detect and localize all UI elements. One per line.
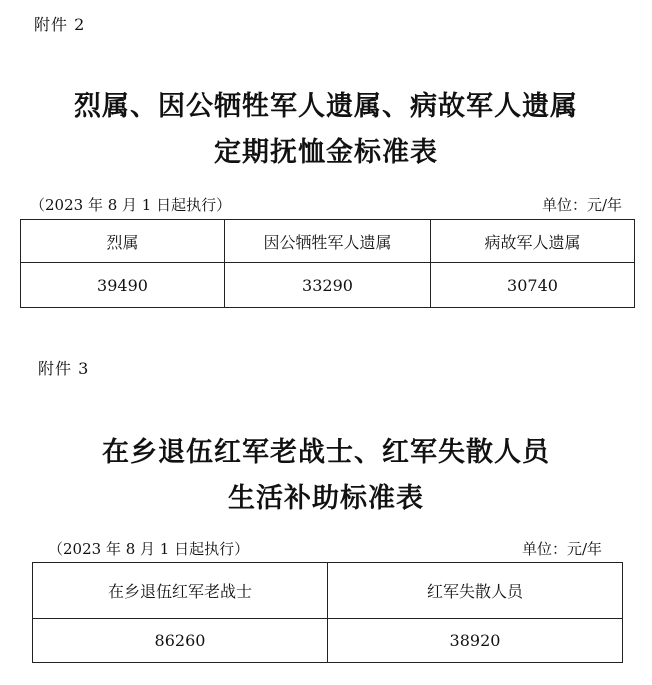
- annex3-table: [32, 562, 623, 663]
- annex2-title-line2: 定期抚恤金标准表: [214, 137, 438, 168]
- annex2-value-duty-death-family: 33290: [225, 263, 431, 308]
- annex2-header-illness-death-family: 病故军人遗属: [431, 220, 635, 263]
- annex2-label: 附件 2: [34, 15, 86, 34]
- annex2-meta-row: [30, 194, 622, 215]
- annex3-label: 附件 3: [38, 359, 90, 378]
- annex3-header-red-army-veteran: 在乡退伍红军老战士: [33, 563, 328, 619]
- annex2-header-row: [21, 220, 635, 263]
- annex2-value-martyr-family: 39490: [21, 263, 225, 308]
- annex3-effective-date: （2023 年 8 月 1 日起执行）: [48, 540, 250, 558]
- annex2-title-line1: 烈属、因公牺牲军人遗属、病故军人遗属: [74, 91, 578, 122]
- annex2-header-duty-death-family: 因公牺牲军人遗属: [225, 220, 431, 263]
- annex2-value-row: [21, 263, 635, 308]
- annex3-header-red-army-dispersed: 红军失散人员: [328, 563, 623, 619]
- annex3-meta-row: [48, 538, 602, 559]
- annex3-value-red-army-veteran: 86260: [33, 619, 328, 663]
- annex3-header-row: [33, 563, 623, 619]
- annex3-title-line1: 在乡退伍红军老战士、红军失散人员: [102, 437, 550, 468]
- annex2-unit: 单位：元/年: [541, 196, 622, 214]
- annex3-value-red-army-dispersed: 38920: [328, 619, 623, 663]
- annex2-value-illness-death-family: 30740: [431, 263, 635, 308]
- annex3-value-row: [33, 619, 623, 663]
- annex3-title-line2: 生活补助标准表: [228, 483, 424, 514]
- annex2-table: [20, 219, 635, 308]
- annex2-effective-date: （2023 年 8 月 1 日起执行）: [30, 196, 232, 214]
- annex3-unit: 单位：元/年: [521, 540, 602, 558]
- annex2-header-martyr-family: 烈属: [21, 220, 225, 263]
